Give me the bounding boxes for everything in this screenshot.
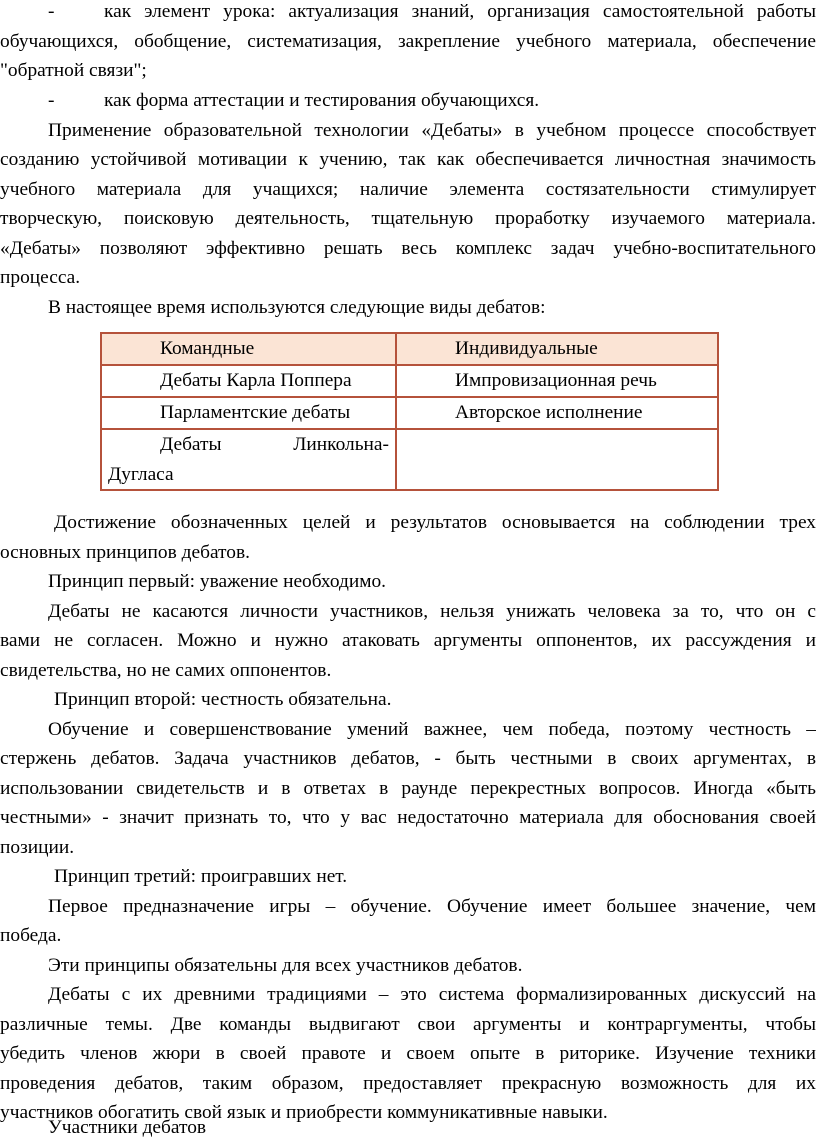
bullet-text-line: как элемент урока: актуализация знаний, организация самостоятельной работы (104, 1, 816, 22)
paragraph-line: Дебаты не касаются личности участников, нельзя унижать человека за то, что он с (48, 601, 816, 622)
principle-title: Принцип третий: проигравших нет. (54, 866, 348, 887)
paragraph-line: убедить членов жюри в своей правоте и своем опыте в риторике. Изучение техники (0, 1043, 816, 1064)
paragraph-line: основных принципов дебатов. (0, 542, 250, 563)
principle-title: Принцип второй: честность обязательна. (54, 689, 392, 710)
paragraph-line: позиции. (0, 837, 75, 858)
paragraph-line: участников обогатить свой язык и приобрести коммуникативные навыки. (0, 1102, 608, 1123)
paragraph-line: победа. (0, 925, 62, 946)
table-cell: Дебаты Линкольна- (160, 434, 389, 455)
principle-title: Принцип первый: уважение необходимо. (48, 571, 387, 592)
paragraph-line: вами не согласен. Можно и нужно атаковать аргументы оппонентов, их рассуждения и (0, 630, 816, 651)
paragraph-line: свидетельства, но не самих оппонентов. (0, 660, 332, 681)
table-header-cell: Индивидуальные (455, 338, 598, 359)
paragraph-line: «Дебаты» позволяют эффективно решать весь комплекс задач учебно-воспитательного (0, 238, 816, 259)
paragraph-line: процесса. (0, 267, 81, 288)
paragraph-line: учебного материала для учащихся; наличие элемента состязательности стимулирует (0, 179, 816, 200)
section-heading: Участники дебатов (48, 1117, 207, 1138)
table-cell: Парламентские дебаты (160, 402, 351, 423)
table-cell: Импровизационная речь (455, 370, 657, 391)
paragraph-line: Первое предназначение игры – обучение. Обучение имеет большее значение, чем (48, 896, 816, 917)
table-cell: Авторское исполнение (455, 402, 643, 423)
paragraph-line: честными» - значит признать то, что у вас недостаточно материала для обоснования своей (0, 807, 816, 828)
bullet-text-line: обучающихся, обобщение, систематизация, закрепление учебного материала, обеспечение (0, 31, 816, 52)
paragraph-line: Обучение и совершенствование умений важнее, чем победа, поэтому честность – (48, 719, 816, 740)
table-cell: Дугласа (108, 463, 174, 485)
paragraph-line: проведения дебатов, таким образом, предоставляет прекрасную возможность для их (0, 1073, 816, 1094)
paragraph-line: использовании свидетельств и в ответах в раунде перекрестных вопросов. Иногда «быть (0, 778, 816, 799)
table-row (101, 397, 718, 429)
paragraph-line: Эти принципы обязательны для всех участников дебатов. (48, 955, 523, 976)
paragraph-line: В настоящее время используются следующие виды дебатов: (48, 297, 546, 318)
paragraph-line: Применение образовательной технологии «Дебаты» в учебном процессе способствует (48, 120, 816, 141)
debate-types-table (100, 332, 719, 491)
bullet-text-line: "обратной связи"; (0, 60, 147, 81)
paragraph-line: творческую, поисковую деятельность, тщательную проработку изучаемого материала. (0, 208, 816, 229)
table-row (101, 365, 718, 397)
paragraph-line: Дебаты с их древними традициями – это система формализированных дискуссий на (48, 984, 816, 1005)
table-header-cell: Командные (160, 338, 255, 359)
table-row (101, 429, 718, 490)
table-header-row (101, 333, 718, 365)
table-cell: Дебаты Карла Поппера (160, 370, 352, 391)
paragraph-line: различные темы. Две команды выдвигают свои аргументы и контраргументы, чтобы (0, 1014, 816, 1035)
paragraph-line: стержень дебатов. Задача участников дебатов, - быть честными в своих аргументах, в (0, 748, 816, 769)
bullet-marker: - (48, 1, 55, 22)
bullet-marker: - (48, 90, 55, 111)
paragraph-line: созданию устойчивой мотивации к учению, так как обеспечивается личностная значимость (0, 149, 816, 170)
paragraph-line: Достижение обозначенных целей и результатов основывается на соблюдении трех (54, 512, 816, 533)
bullet-text-line: как форма аттестации и тестирования обучающихся. (104, 90, 540, 111)
